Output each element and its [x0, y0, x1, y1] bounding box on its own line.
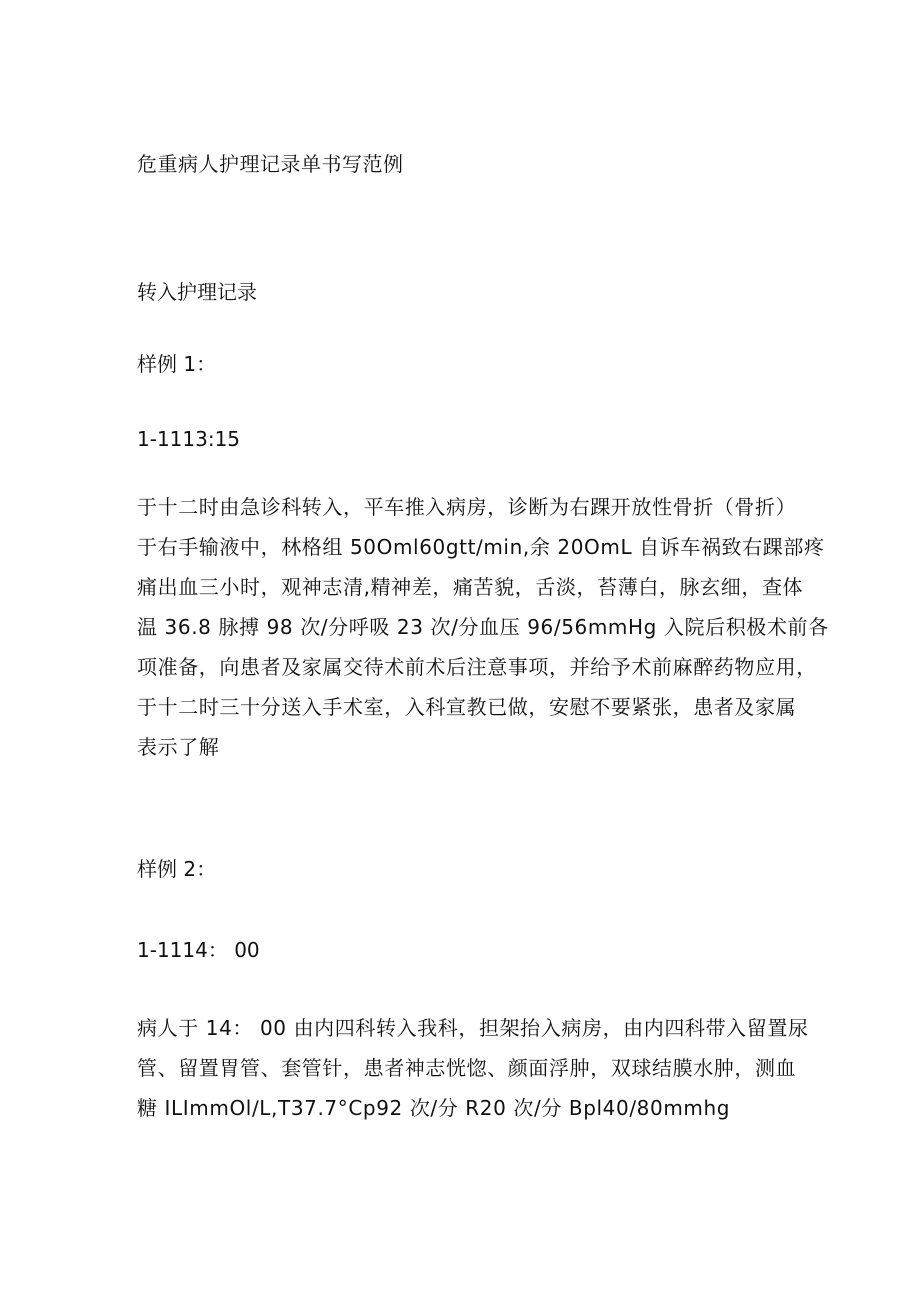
paragraph-line: 温 36.8 脉搏 98 次/分呼吸 23 次/分血压 96∕56mmHg 入院后积极术前各 — [137, 615, 829, 639]
paragraph-line: 糖 ILImmOl∕L,T37.7°Cp92 次/分 R20 次/分 Bpl40∕80mmhg — [137, 1096, 731, 1120]
example-2-time: 1-1114： 00 — [137, 938, 260, 962]
section-heading: 转入护理记录 — [137, 280, 257, 304]
example-1-paragraph — [137, 487, 829, 767]
example-2-paragraph — [137, 1008, 809, 1128]
example-2-label: 样例 2： — [137, 857, 217, 881]
paragraph-line: 病人于 14： 00 由内四科转入我科，担架抬入病房，由内四科带入留置尿 — [137, 1016, 809, 1040]
paragraph-line: 表示了解 — [137, 735, 220, 759]
example-1-time: 1-1113:15 — [137, 427, 241, 451]
paragraph-line: 痛出血三小时，观神志清,精神差，痛苦貌，舌淡，苔薄白，脉玄细，查体 — [137, 575, 804, 599]
document-title: 危重病人护理记录单书写范例 — [137, 152, 404, 176]
paragraph-line: 于右手输液中，林格组 50Oml60gtt∕min,余 20OmL 自诉车祸致右踝部疼 — [137, 535, 825, 559]
paragraph-line: 管、留置胃管、套管针，患者神志恍惚、颜面浮肿，双球结膜水肿，测血 — [137, 1056, 797, 1080]
example-1-label: 样例 1： — [137, 352, 217, 376]
paragraph-line: 项准备，向患者及家属交待术前术后注意事项，并给予术前麻醉药物应用， — [137, 655, 817, 679]
paragraph-line: 于十二时由急诊科转入，平车推入病房，诊断为右踝开放性骨折（骨折） — [137, 495, 797, 519]
paragraph-line: 于十二时三十分送入手术室，入科宣教已做，安慰不要紧张，患者及家属 — [137, 695, 797, 719]
